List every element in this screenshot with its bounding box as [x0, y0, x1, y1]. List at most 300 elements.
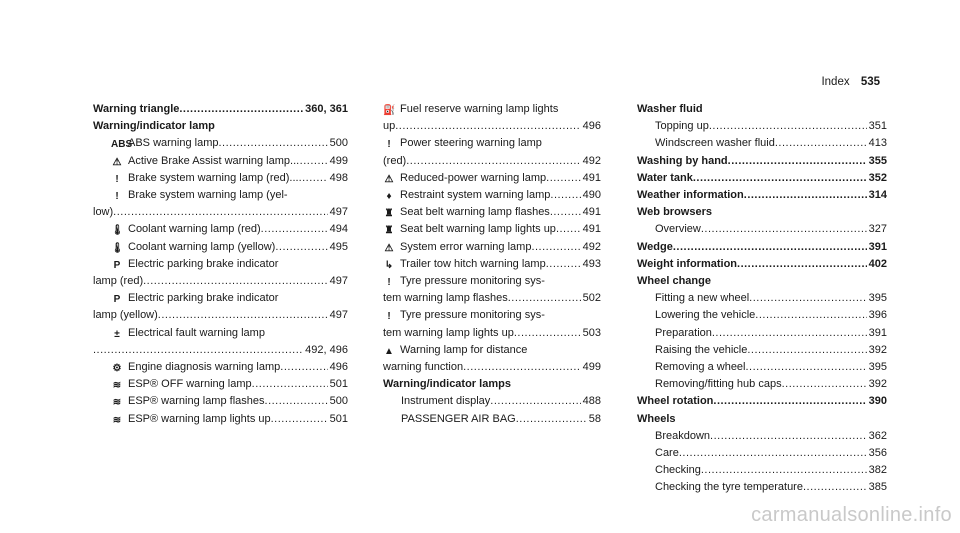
index-heading [93, 101, 348, 118]
page-reference: 492, 496 [305, 343, 348, 356]
index-subentry [637, 118, 887, 135]
index-continuation [383, 359, 601, 376]
index-continuation [383, 118, 601, 135]
index-subentry [637, 325, 887, 342]
page-reference: 497 [329, 275, 348, 288]
entry-label: ESP® OFF warning lamp [128, 378, 252, 391]
abs-icon: ABS [111, 139, 133, 151]
esp-off-icon: ≋ [112, 380, 122, 392]
leader-dots [508, 290, 581, 307]
leader-dots [550, 204, 581, 221]
leader-dots [749, 290, 866, 307]
entry-label: Lowering the vehicle [655, 309, 756, 322]
index-subentry [383, 221, 601, 238]
parking-brake-icon: P [113, 294, 121, 306]
entry-text [401, 393, 490, 410]
leader-dots [713, 393, 866, 410]
index-subentry [383, 411, 601, 428]
entry-label: Instrument display [401, 395, 491, 408]
page-reference: 391 [868, 326, 887, 339]
index-subentry [637, 462, 887, 479]
tyre-pressure-icon: ! [387, 277, 391, 289]
index-subentry [93, 153, 348, 170]
leader-dots [252, 376, 328, 393]
index-subentry [93, 170, 348, 187]
entry-text [383, 256, 546, 273]
coolant-icon: 🌡 [111, 242, 124, 254]
esp-icon: ≋ [112, 414, 122, 426]
index-subentry [93, 359, 348, 376]
entry-text [383, 204, 550, 221]
entry-text [93, 120, 215, 132]
index-subentry [637, 290, 887, 307]
entry-text [637, 103, 703, 115]
entry-text [93, 204, 113, 221]
index-heading [383, 376, 601, 393]
index-subentry [383, 273, 601, 290]
entry-label: Reduced-power warning lamp [400, 171, 547, 184]
leader-dots [265, 393, 328, 410]
page-reference: 492 [582, 240, 601, 253]
entry-label: Seat belt warning lamp flashes [400, 206, 550, 219]
page-reference: 499 [582, 361, 601, 374]
power-steering-icon: ! [387, 139, 391, 151]
entry-text [383, 344, 527, 356]
index-subentry [637, 479, 887, 496]
index-continuation [383, 325, 601, 342]
leader-dots [219, 135, 328, 152]
entry-text [637, 393, 713, 410]
entry-label: Warning/indicator lamp [93, 120, 215, 133]
entry-label: Wedge [637, 240, 673, 253]
page-reference: 351 [868, 120, 887, 133]
entry-label: Fitting a new wheel [655, 292, 750, 305]
entry-text [637, 187, 744, 204]
page-reference: 496 [329, 361, 348, 374]
page-reference: 395 [868, 292, 887, 305]
entry-label: up [383, 120, 396, 133]
entry-text [111, 258, 278, 270]
entry-label: Engine diagnosis warning lamp [128, 361, 281, 374]
page-number: 535 [860, 76, 880, 88]
page-reference: 500 [329, 395, 348, 408]
entry-label: System error warning lamp [400, 240, 532, 253]
entry-label: Breakdown [655, 429, 711, 442]
index-heading [637, 239, 887, 256]
entry-label: Seat belt warning lamp lights up [400, 223, 556, 236]
index-subentry [93, 256, 348, 273]
trailer-hitch-icon: ↳ [384, 259, 394, 271]
entry-label: Preparation [655, 326, 712, 339]
page-reference: 395 [868, 361, 887, 374]
page-reference: 385 [868, 481, 887, 494]
entry-label: Brake system warning lamp (yel- [128, 189, 288, 202]
page-reference: 501 [329, 412, 348, 425]
page-reference: 500 [329, 137, 348, 150]
entry-text [111, 359, 280, 376]
index-subentry [383, 170, 601, 187]
entry-label: tem warning lamp flashes [383, 292, 508, 305]
index-subentry [93, 290, 348, 307]
entry-text [383, 359, 463, 376]
page-reference: 493 [582, 257, 601, 270]
index-column-1 [93, 101, 348, 428]
entry-label: Fuel reserve warning lamp lights [400, 103, 559, 115]
page-reference: 402 [868, 257, 887, 270]
entry-text [383, 221, 556, 238]
index-subentry [93, 221, 348, 238]
index-heading [637, 170, 887, 187]
header-label: Index [821, 76, 850, 88]
index-subentry [383, 101, 601, 118]
leader-dots [280, 359, 327, 376]
entry-text [637, 275, 711, 287]
watermark: carmanualsonline.info [751, 504, 952, 526]
entry-text [655, 462, 701, 479]
index-column-2 [383, 101, 601, 428]
page-reference: 356 [868, 447, 887, 460]
leader-dots [531, 239, 580, 256]
entry-label: Web browsers [637, 206, 712, 219]
index-heading [637, 256, 887, 273]
reduced-power-icon: ⚠ [384, 173, 394, 185]
restraint-icon: ♦ [386, 191, 392, 203]
entry-text [111, 239, 275, 256]
leader-dots [261, 221, 328, 238]
page-reference: 492 [582, 154, 601, 167]
index-subentry [383, 393, 601, 410]
entry-text [111, 327, 265, 339]
entry-label: Washing by hand [637, 154, 728, 167]
leader-dots [271, 411, 328, 428]
index-subentry [637, 221, 887, 238]
index-continuation [93, 307, 348, 324]
leader-dots [755, 307, 866, 324]
entry-text [93, 273, 143, 290]
fuel-icon: ⛽ [383, 105, 396, 116]
entry-label: Weight information [637, 257, 738, 270]
index-subentry [93, 325, 348, 342]
leader-dots [679, 445, 867, 462]
entry-text [655, 359, 746, 376]
index-subentry [637, 342, 887, 359]
leader-dots [709, 118, 867, 135]
entry-label: Brake system warning lamp (red)... [128, 171, 299, 184]
entry-text [111, 153, 296, 170]
entry-label: Checking [655, 464, 701, 477]
entry-text [93, 307, 158, 324]
entry-text [383, 187, 550, 204]
entry-text [383, 153, 406, 170]
leader-dots [673, 239, 867, 256]
page-reference: 496 [582, 120, 601, 133]
leader-dots [546, 256, 581, 273]
entry-label: Removing/fitting hub caps [655, 378, 782, 391]
page-reference: 494 [329, 223, 348, 236]
index-continuation [383, 290, 601, 307]
index-subentry [93, 239, 348, 256]
entry-text [383, 170, 546, 187]
entry-label: Washer fluid [637, 103, 703, 115]
entry-label: Care [655, 447, 679, 460]
index-subentry [637, 376, 887, 393]
index-subentry [93, 135, 348, 152]
entry-text [655, 445, 679, 462]
index-subentry [383, 187, 601, 204]
entry-text [383, 325, 514, 342]
entry-label: ESP® warning lamp lights up [128, 412, 271, 425]
leader-dots [775, 135, 867, 152]
entry-label: ABS warning lamp [128, 137, 219, 150]
entry-text [401, 411, 516, 428]
entry-text [111, 393, 265, 410]
electrical-fault-icon: ± [114, 328, 120, 340]
entry-label: Raising the vehicle [655, 343, 748, 356]
index-heading [637, 153, 887, 170]
entry-label: Warning triangle [93, 103, 180, 115]
leader-dots [693, 170, 867, 187]
index-subentry [93, 393, 348, 410]
leader-dots [550, 187, 580, 204]
index-heading [93, 118, 348, 135]
leader-dots [275, 239, 327, 256]
entry-text [383, 275, 545, 287]
page-reference: 392 [868, 378, 887, 391]
entry-label: Electric parking brake indicator [128, 292, 279, 305]
index-subentry [637, 307, 887, 324]
entry-label: Wheel rotation [637, 395, 714, 408]
leader-dots [744, 187, 867, 204]
page-reference: 495 [329, 240, 348, 253]
entry-text [655, 135, 775, 152]
entry-label: Wheels [637, 412, 676, 425]
page-reference: 382 [868, 464, 887, 477]
entry-label: Electric parking brake indicator [128, 257, 279, 270]
entry-text [111, 221, 261, 238]
index-continuation [383, 153, 601, 170]
entry-label: Water tank [637, 171, 693, 184]
distance-warning-icon: ▲ [384, 345, 394, 357]
entry-text [655, 376, 782, 393]
entry-label: Active Brake Assist warning lamp.. [128, 154, 297, 167]
system-error-icon: ⚠ [384, 242, 394, 254]
page-reference: 491 [582, 206, 601, 219]
leader-dots [712, 325, 867, 342]
index-continuation [93, 204, 348, 221]
leader-dots [514, 325, 581, 342]
page-reference: 391 [868, 240, 887, 253]
entry-label: PASSENGER AIR BAG [401, 412, 516, 425]
index-subentry [383, 342, 601, 359]
entry-label: Coolant warning lamp (red) [128, 223, 261, 236]
entry-text [655, 221, 701, 238]
page-reference: 352 [868, 171, 887, 184]
entry-label: Wheel change [637, 275, 711, 288]
index-subentry [93, 411, 348, 428]
entry-text [383, 309, 545, 321]
leader-dots [747, 342, 866, 359]
index-heading [637, 411, 887, 428]
index-heading [637, 101, 887, 118]
leader-dots [516, 411, 587, 428]
entry-text [383, 378, 511, 390]
entry-label: Warning/indicator lamps [383, 378, 511, 391]
entry-label: Tyre pressure monitoring sys- [400, 309, 545, 322]
entry-text [637, 256, 737, 273]
entry-text [655, 342, 747, 359]
page-reference: 360, 361 [305, 103, 348, 115]
leader-dots [782, 376, 867, 393]
page-reference: 355 [868, 154, 887, 167]
entry-text [111, 376, 252, 393]
entry-text [383, 103, 558, 115]
leader-dots [93, 342, 303, 359]
page-reference: 498 [329, 171, 348, 184]
entry-text [383, 137, 542, 149]
index-subentry [383, 204, 601, 221]
entry-text [637, 413, 676, 425]
entry-label: Power steering warning lamp [400, 137, 542, 150]
leader-dots [299, 170, 328, 187]
page-reference: 497 [329, 206, 348, 219]
entry-text [111, 411, 271, 428]
index-subentry [93, 187, 348, 204]
leader-dots [728, 153, 867, 170]
index-subentry [383, 307, 601, 324]
page-reference: 488 [582, 395, 601, 408]
brake-system-icon: ! [115, 191, 119, 203]
entry-text [655, 479, 803, 496]
seat-belt-icon: ♜ [384, 225, 394, 237]
entry-text [655, 428, 710, 445]
entry-text [655, 325, 712, 342]
entry-text [637, 239, 673, 256]
index-subentry [383, 256, 601, 273]
leader-dots [803, 479, 867, 496]
tyre-pressure-icon: ! [387, 311, 391, 323]
index-subentry [637, 428, 887, 445]
page-reference: 499 [329, 154, 348, 167]
index-heading [637, 187, 887, 204]
page-reference: 396 [868, 309, 887, 322]
page-reference: 327 [868, 223, 887, 236]
engine-icon: ⚙ [112, 363, 122, 375]
page-header [821, 76, 880, 88]
entry-text [111, 189, 288, 201]
leader-dots [737, 256, 867, 273]
parking-brake-icon: P [113, 259, 121, 271]
entry-text [111, 135, 219, 152]
entry-text [637, 206, 712, 218]
entry-text [383, 118, 395, 135]
entry-text [655, 307, 755, 324]
leader-dots [395, 118, 580, 135]
index-subentry [637, 135, 887, 152]
entry-text [655, 118, 709, 135]
entry-label: Coolant warning lamp (yellow) [128, 240, 276, 253]
page-reference: 491 [582, 223, 601, 236]
leader-dots [406, 153, 580, 170]
leader-dots [701, 221, 867, 238]
entry-label: Topping up [655, 120, 709, 133]
leader-dots [113, 204, 327, 221]
page-reference: 413 [868, 137, 887, 150]
entry-label: Weather information [637, 189, 744, 202]
esp-icon: ≋ [112, 397, 122, 409]
index-continuation [93, 273, 348, 290]
entry-label: tem warning lamp lights up [383, 326, 514, 339]
entry-label: Removing a wheel [655, 361, 746, 374]
entry-text [383, 290, 508, 307]
entry-label: warning function [383, 361, 464, 374]
entry-text [637, 153, 728, 170]
leader-dots [710, 428, 867, 445]
index-heading [637, 273, 887, 290]
entry-label: Checking the tyre temperature [655, 481, 803, 494]
leader-dots [158, 307, 328, 324]
entry-text [383, 239, 531, 256]
page-reference: 58 [588, 412, 601, 425]
entry-label: low) [93, 206, 114, 219]
leader-dots [143, 273, 328, 290]
leader-dots [179, 101, 303, 118]
entry-text [93, 101, 179, 118]
brake-assist-icon: ⚠ [112, 156, 122, 168]
entry-label: Tyre pressure monitoring sys- [400, 275, 545, 288]
coolant-icon: 🌡 [111, 225, 124, 237]
entry-label: (red) [383, 154, 407, 167]
index-heading [637, 204, 887, 221]
page-reference: 362 [868, 429, 887, 442]
entry-text [655, 290, 749, 307]
brake-system-icon: ! [115, 173, 119, 185]
leader-dots [546, 170, 581, 187]
page-reference: 314 [868, 189, 887, 202]
index-subentry [93, 376, 348, 393]
index-subentry [637, 445, 887, 462]
index-subentry [637, 359, 887, 376]
entry-text [111, 170, 299, 187]
leader-dots [556, 221, 581, 238]
entry-text [637, 170, 693, 187]
index-column-3 [637, 101, 887, 497]
entry-label: Electrical fault warning lamp [128, 326, 265, 339]
entry-label: ESP® warning lamp flashes [128, 395, 265, 408]
index-heading [637, 393, 887, 410]
page-reference: 491 [582, 171, 601, 184]
entry-label: Restraint system warning lamp [400, 189, 551, 202]
page-reference: 502 [582, 292, 601, 305]
page-reference: 490 [582, 189, 601, 202]
leader-dots [746, 359, 867, 376]
index-continuation [93, 342, 348, 359]
leader-dots [463, 359, 581, 376]
page-reference: 503 [582, 326, 601, 339]
leader-dots [701, 462, 867, 479]
entry-label: Trailer tow hitch warning lamp [400, 257, 546, 270]
entry-label: Windscreen washer fluid [655, 137, 775, 150]
entry-label: lamp (yellow) [93, 309, 158, 322]
page-reference: 501 [329, 378, 348, 391]
leader-dots [296, 153, 328, 170]
leader-dots [490, 393, 580, 410]
index-subentry [383, 135, 601, 152]
entry-text [111, 292, 278, 304]
entry-label: Warning lamp for distance [400, 343, 528, 356]
page-reference: 392 [868, 343, 887, 356]
entry-label: lamp (red) [93, 275, 144, 288]
page-reference: 390 [868, 395, 887, 408]
